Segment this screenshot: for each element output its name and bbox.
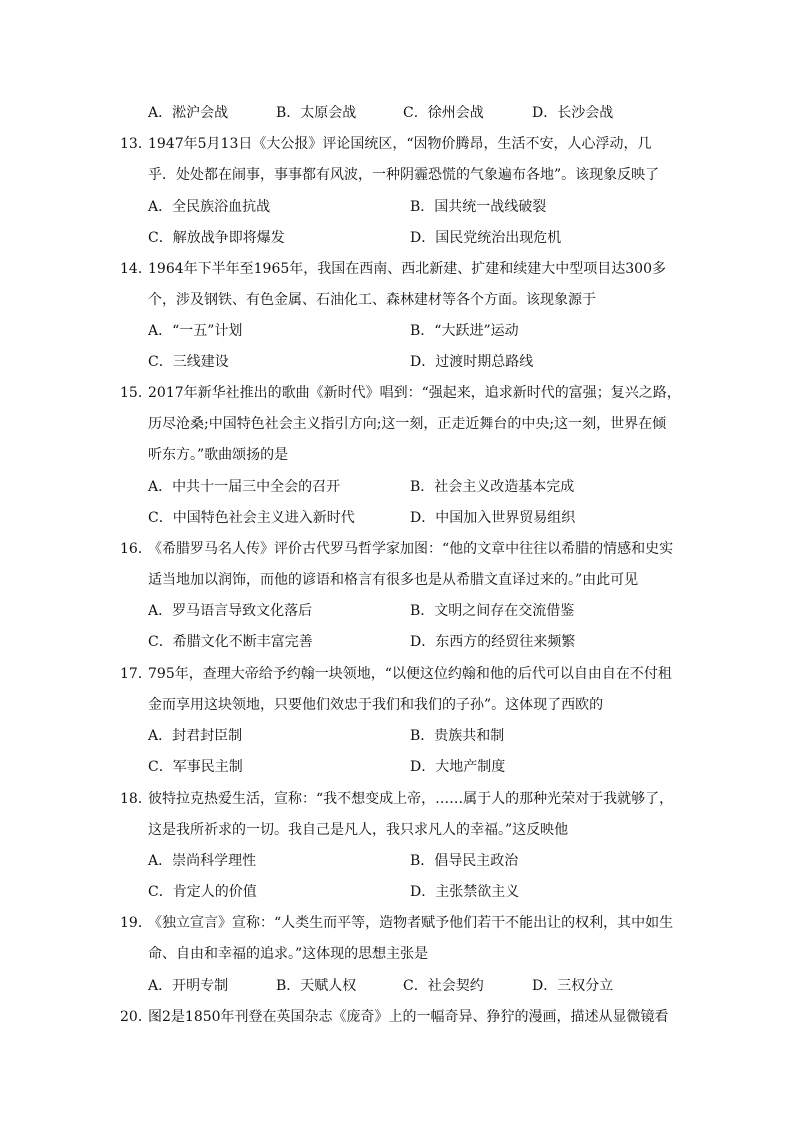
q14-option-c: C．三线建设: [148, 354, 229, 370]
q15-option-a: A．中共十一届三中全会的召开: [148, 479, 341, 495]
q15-stem-line-2: 历尽沧桑;中国特色社会主义指引方向;这一刻，正走近舞台的中央;这一刻，世界在倾: [148, 416, 667, 432]
q15-number: 15．: [120, 385, 152, 401]
q18-option-a: A．崇尚科学理性: [148, 853, 257, 869]
q12-option-c: C．徐州会战: [403, 105, 484, 121]
q19-option-c: C．社会契约: [403, 978, 484, 994]
q13-stem-line-1: [120, 134, 652, 154]
q18-stem-line-1: [120, 789, 673, 809]
q18-text-1: 彼特拉克热爱生活，宣称：“我不想变成上帝，……属于人的那种光荣对于我就够了，: [148, 791, 674, 807]
q15-text-1: 2017年新华社推出的歌曲《新时代》唱到：“强起来，追求新时代的富强；复兴之路，: [148, 385, 681, 401]
q16-option-d: D．东西方的经贸往来频繁: [410, 634, 576, 650]
q13-option-c: C．解放战争即将爆发: [148, 230, 285, 246]
q19-stem-line-2: 命、自由和幸福的追求。”这体现的思想主张是: [148, 946, 429, 962]
q16-option-a: A．罗马语言导致文化落后: [148, 603, 313, 619]
q19-number: 19．: [120, 915, 152, 931]
q15-stem-line-3: 听东方。”歌曲颂扬的是: [148, 447, 289, 463]
q17-stem-line-2: 金而享用这块领地，只要他们效忠于我们和我们的子孙”。这体现了西欧的: [148, 697, 604, 713]
q14-stem-line-1: [120, 259, 666, 279]
q14-number: 14．: [120, 261, 152, 277]
q12-option-a: A．淞沪会战: [148, 105, 229, 121]
q16-option-c: C．希腊文化不断丰富完善: [148, 634, 313, 650]
q16-option-b: B．文明之间存在交流借鉴: [410, 603, 575, 619]
q19-stem-line-1: [120, 913, 673, 933]
q12-option-b: B．太原会战: [276, 105, 357, 121]
q14-stem-line-2: 个，涉及钢铁、有色金属、石油化工、森林建材等各个方面。该现象源于: [148, 292, 596, 308]
q17-number: 17．: [120, 666, 152, 682]
q14-text-1: 1964年下半年至1965年，我国在西南、西北新建、扩建和续建大中型项目达300多: [148, 261, 666, 277]
q17-option-c: C．军事民主制: [148, 759, 243, 775]
q19-option-a: A．开明专制: [148, 978, 229, 994]
q18-number: 18．: [120, 791, 152, 807]
q17-option-d: D．大地产制度: [410, 759, 506, 775]
q15-option-c: C．中国特色社会主义进入新时代: [148, 510, 355, 526]
q13-option-a: A．全民族浴血抗战: [148, 199, 271, 215]
q16-text-1: 《希腊罗马名人传》评价古代罗马哲学家加图：“他的文章中往往以希腊的情感和史实: [148, 541, 674, 557]
q19-text-1: 《独立宣言》宣称：“人类生而平等，造物者赋予他们若干不能出让的权利，其中如生: [148, 915, 674, 931]
q15-stem-line-1: [120, 383, 681, 403]
q17-option-b: B．贵族共和制: [410, 728, 505, 744]
q13-option-b: B．国共统一战线破裂: [410, 199, 547, 215]
q20-number: 20．: [120, 1009, 152, 1025]
q13-option-d: D．国民党统治出现危机: [410, 230, 562, 246]
q13-stem-line-2: 乎．处处都在闹事，事事都有风波，一种阴霾恐慌的气象遍布各地”。该现象反映了: [148, 167, 660, 183]
q20-stem-line-1: [120, 1007, 669, 1027]
q16-stem-line-1: [120, 539, 673, 559]
q16-number: 16．: [120, 541, 152, 557]
q14-option-d: D．过渡时期总路线: [410, 354, 534, 370]
q15-option-b: B．社会主义改造基本完成: [410, 479, 575, 495]
q15-option-d: D．中国加入世界贸易组织: [410, 510, 576, 526]
q17-text-1: 795年，查理大帝给予约翰一块领地，“以便这位约翰和他的后代可以自由自在不付租: [148, 666, 672, 682]
q19-option-b: B．天赋人权: [276, 978, 357, 994]
q18-option-d: D．主张禁欲主义: [410, 884, 520, 900]
q18-stem-line-2: 这是我所祈求的一切。我自己是凡人，我只求凡人的幸福。”这反映他: [148, 822, 569, 838]
q13-text-1: 1947年5月13日《大公报》评论国统区，“因物价腾昂，生活不安，人心浮动，几: [148, 136, 652, 152]
q18-option-c: C．肯定人的价值: [148, 884, 257, 900]
q18-option-b: B．倡导民主政治: [410, 853, 519, 869]
q16-stem-line-2: 适当地加以润饰，而他的谚语和格言有很多也是从希腊文直译过来的。”由此可见: [148, 572, 639, 588]
q20-text-1: 图2是1850年刊登在英国杂志《庞奇》上的一幅奇异、狰狞的漫画，描述从显微镜看: [148, 1009, 669, 1025]
q14-option-a: A．“一五”计划: [148, 323, 243, 339]
q14-option-b: B．“大跃进”运动: [410, 323, 519, 339]
q17-stem-line-1: [120, 664, 672, 684]
q17-option-a: A．封君封臣制: [148, 728, 243, 744]
q19-option-d: D．三权分立: [532, 978, 614, 994]
q13-number: 13．: [120, 136, 152, 152]
q12-option-d: D．长沙会战: [532, 105, 614, 121]
